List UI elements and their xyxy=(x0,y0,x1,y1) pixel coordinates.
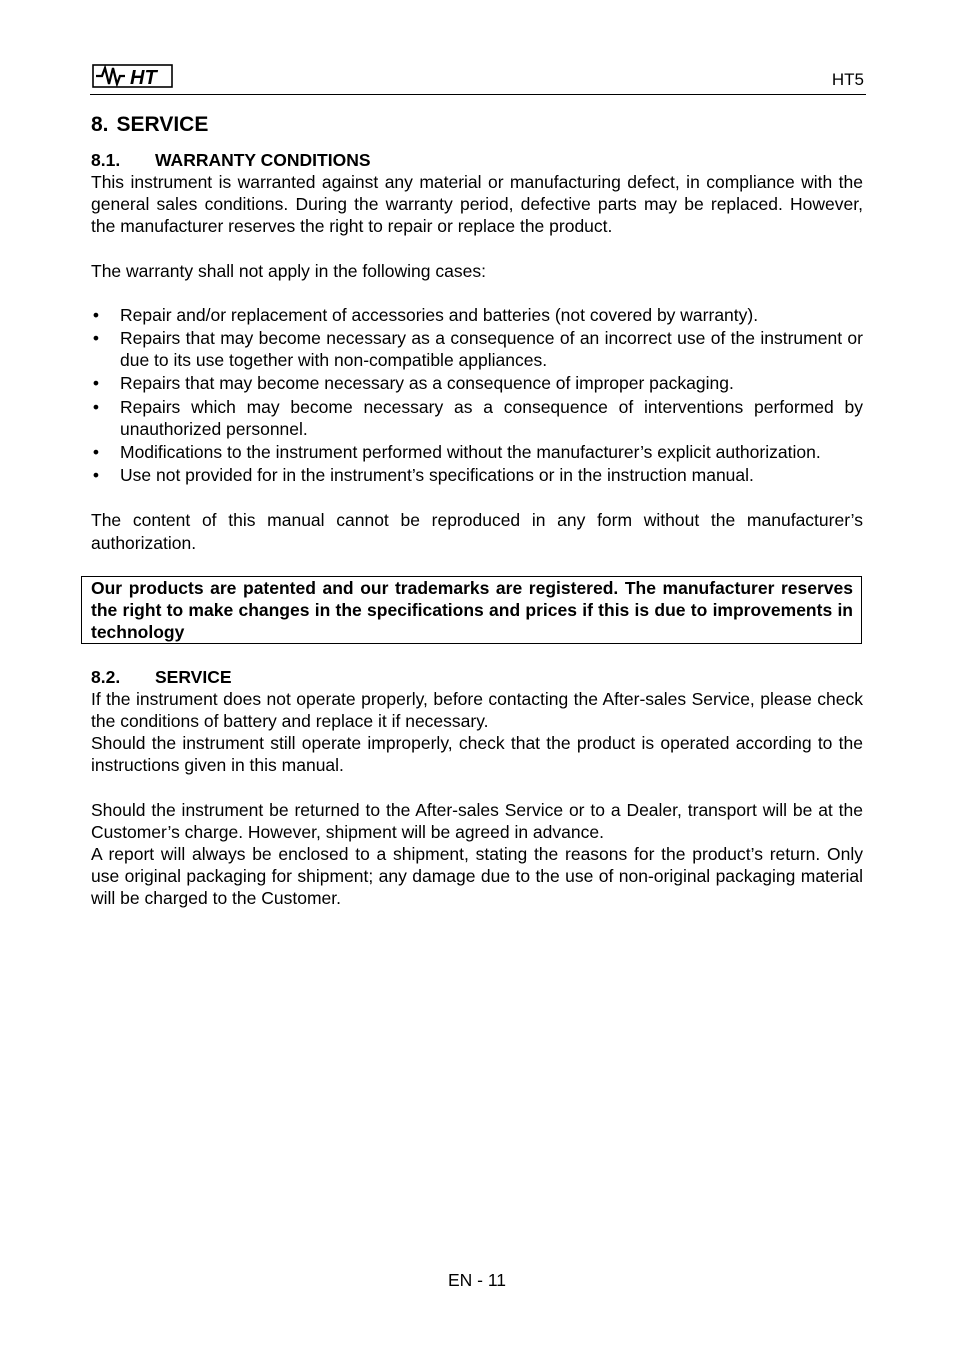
copyright-note: The content of this manual cannot be reproduced in any form without the manufacturer’s authorization. xyxy=(91,510,863,553)
bullet-icon: • xyxy=(92,442,100,463)
model-name: HT5 xyxy=(831,70,864,89)
page-content xyxy=(91,111,863,910)
service-heading xyxy=(91,666,863,688)
list-item: • Modifications to the instrument performed without the manufacturer’s explicit authorization. xyxy=(92,442,821,463)
section-title: SERVICE xyxy=(116,113,209,136)
list-item: • Repair and/or replacement of accessories and batteries (not covered by warranty). xyxy=(92,304,759,325)
warranty-heading xyxy=(91,149,863,171)
list-item: • Use not provided for in the instrument’s specifications or in the instruction manual. xyxy=(92,465,754,486)
bullet-icon: • xyxy=(92,396,100,417)
service-paragraph-2: Should the instrument still operate improperly, check that the product is operated according to the instructions given in this manual. xyxy=(91,733,863,776)
list-item: • Repairs which may become necessary as a consequence of interventions performed by unauthorized personnel. xyxy=(92,396,863,439)
section-number: 8. xyxy=(91,113,109,136)
warranty-title: WARRANTY CONDITIONS xyxy=(155,150,371,170)
warranty-exclusions-list xyxy=(91,304,863,487)
list-item: • Repairs that may become necessary as a consequence of an incorrect use of the instrument or due to its use together with non-compatible appliances. xyxy=(92,328,863,371)
svg-text:HT: HT xyxy=(130,67,157,89)
warranty-intro: This instrument is warranted against any material or manufacturing defect, in compliance with the general sales conditions. During the warranty period, defective parts may be replaced. However, the manufacturer reserves the right to repair or replace the product. xyxy=(91,172,863,237)
bullet-icon: • xyxy=(92,328,100,349)
service-paragraph-3: Should the instrument be returned to the After-sales Service or to a Dealer, transport will be at the Customer’s charge. However, shipment will be agreed in advance. xyxy=(91,799,863,842)
warranty-number: 8.1. xyxy=(91,150,121,170)
service-title: SERVICE xyxy=(155,666,232,687)
warranty-lead: The warranty shall not apply in the following cases: xyxy=(91,260,486,281)
bullet-icon: • xyxy=(92,465,100,486)
patent-notice-box: Our products are patented and our trademarks are registered. The manufacturer reserves the right to make changes in the specifications and prices if this is due to improvements in technology xyxy=(81,576,862,644)
service-number: 8.2. xyxy=(91,666,121,687)
bullet-icon: • xyxy=(92,373,100,394)
list-item: • Repairs that may become necessary as a consequence of improper packaging. xyxy=(92,373,734,394)
section-heading xyxy=(91,111,863,139)
bullet-icon: • xyxy=(92,304,100,325)
page-number: EN - 11 xyxy=(447,1270,507,1290)
service-paragraph-1: If the instrument does not operate properly, before contacting the After-sales Service, please check the conditions of battery and replace it if necessary. xyxy=(91,688,863,732)
service-paragraph-4: A report will always be enclosed to a shipment, stating the reasons for the product’s return. Only use original packaging for shipment; any damage due to the use of non-original packaging material will be charged to the Customer. xyxy=(91,844,863,909)
ht-logo xyxy=(92,62,174,90)
page-header xyxy=(90,60,866,95)
